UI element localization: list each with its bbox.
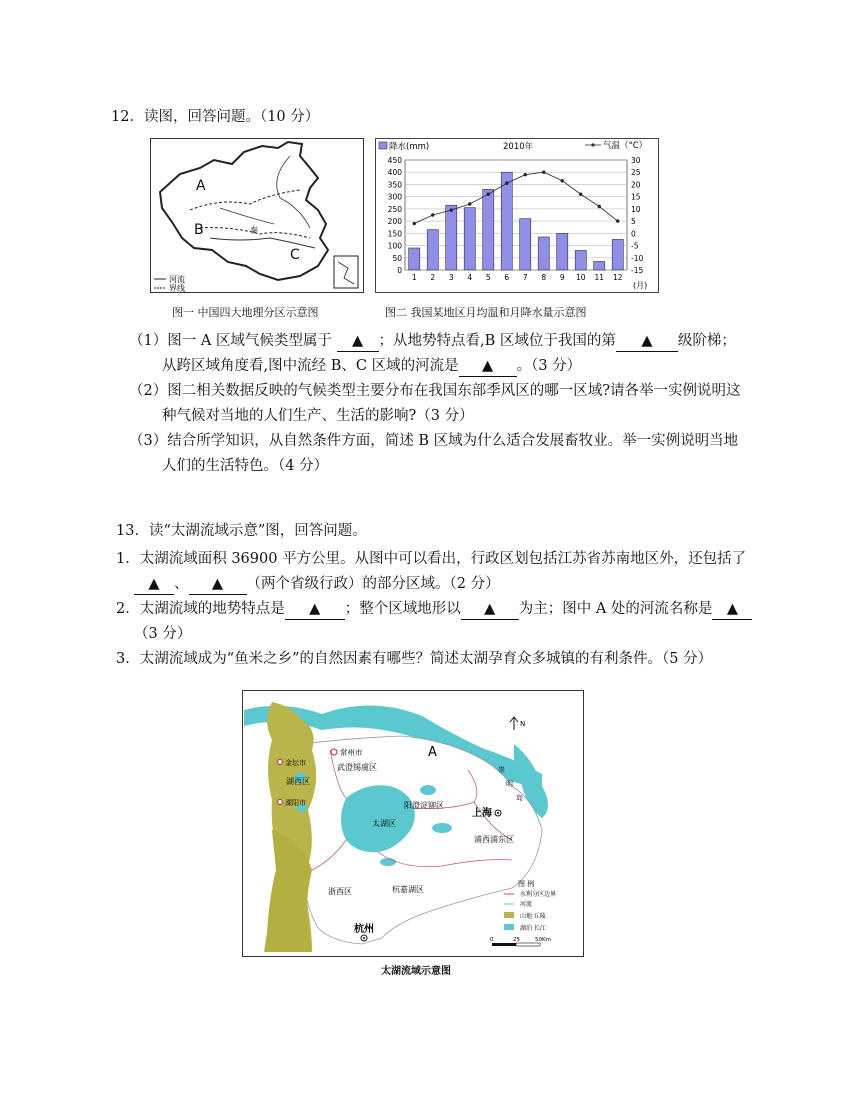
answer-blank-4[interactable]: ▲ (134, 574, 174, 595)
x-tick: 2 (430, 273, 436, 282)
temp-legend-dot (591, 143, 594, 146)
x-tick: 10 (575, 273, 586, 282)
q12-sub2-line2: 种气候对当地的人们生产、生活的影响?（3 分） (162, 408, 474, 424)
x-tick: 7 (522, 273, 528, 282)
temp-point (505, 182, 508, 185)
q12-sub3-line2: 人们的生活特色。（4 分） (162, 458, 329, 474)
temp-point (468, 202, 471, 205)
city-liyang: 溧阳市 (285, 799, 306, 807)
y-left-tick: 400 (387, 168, 402, 178)
precip-legend-swatch (379, 142, 387, 149)
scale-bar (492, 943, 516, 946)
y-left-tick: 150 (387, 229, 402, 239)
city-changzhou: 常州市 (340, 748, 363, 757)
china-regions-map (150, 138, 364, 293)
q12-sub1-text-b: ；从地势特点看,B 区域位于我国的第 (378, 333, 616, 349)
scale-0: 0 (490, 937, 494, 943)
city-shanghai: 上海 (472, 808, 492, 819)
precip-bar (409, 248, 420, 270)
y-right-tick: -10 (631, 253, 644, 263)
legend-river: 河流 (169, 275, 185, 284)
answer-blank-3[interactable]: ▲ (459, 356, 517, 377)
y-left-tick: 100 (387, 241, 402, 251)
q12-sub1-text-e: 。（3 分） (516, 358, 582, 374)
city-marker (278, 760, 283, 765)
city-hangzhou: 杭州 (354, 924, 374, 935)
precip-bar (575, 250, 586, 270)
precip-bar (520, 219, 531, 270)
fig1-caption: 图一 中国四大地理分区示意图 (172, 306, 319, 319)
y-right-tick: 30 (631, 156, 641, 165)
map-label-c: C (290, 247, 300, 263)
lake-small (432, 823, 452, 833)
city-marker (278, 800, 283, 805)
q13-item1-text-b: （两个省级行政）的部分区域。（2 分） (246, 576, 500, 592)
legend-boundary: 水利分区边界 (520, 891, 557, 898)
temp-legend: 气温（°C） (603, 141, 648, 151)
q13-item2-text-c: 为主；图中 A 处的河流名称是 (518, 601, 713, 617)
y-right-tick: 0 (631, 229, 636, 239)
y-left-tick: 250 (387, 204, 402, 214)
precip-bar (464, 208, 475, 270)
y-right-tick: 5 (631, 217, 636, 227)
taihu-map-caption: 太湖流域示意图 (381, 966, 451, 977)
q13-item2-text-a: 2．太湖流域的地势特点是 (116, 601, 285, 617)
q13-sep: 、 (174, 576, 189, 592)
island-char-3: 岛 (516, 794, 523, 802)
x-tick: 1 (411, 273, 417, 282)
precip-bar (538, 237, 549, 270)
temp-point (524, 173, 527, 176)
q13-item3: 3．太湖流域成为“鱼米之乡”的自然因素有哪些？简述太湖孕育众多城镇的有利条件。（5 分） (116, 651, 713, 667)
y-right-tick: 15 (631, 192, 641, 202)
lake-small (420, 785, 436, 795)
q13-item2-line1 (116, 599, 752, 620)
answer-blank-5[interactable]: ▲ (189, 574, 247, 595)
precip-bar (501, 172, 512, 270)
answer-blank-8[interactable]: ▲ (712, 599, 752, 620)
q13-item1-line2 (134, 574, 500, 595)
q12-title: 12．读图，回答问题。（10 分） (111, 109, 320, 125)
region-hangjiahu: 杭嘉湖区 (392, 885, 424, 894)
region-yangchengdianmao: 阳澄淀泖区 (404, 801, 444, 810)
q13-item1-line1: 1．太湖流域面积 36900 平方公里。从图中可以看出，行政区划包括江苏省苏南地区外，还包括了 (116, 551, 747, 567)
precip-bar (594, 261, 605, 270)
q12-sub1-line1 (129, 331, 736, 352)
fig2-caption: 图二 我国某地区月均温和月降水量示意图 (385, 306, 587, 319)
legend-river2: 河流 (520, 901, 533, 908)
legend-title: 图 例 (518, 880, 535, 888)
precip-bar (483, 189, 494, 270)
y-left-tick: 450 (387, 156, 402, 165)
precip-bar (557, 233, 568, 270)
q13-item2-line2: （3 分） (134, 626, 192, 642)
legend-lake: 湖泊 长江 (520, 925, 546, 932)
answer-blank-6[interactable]: ▲ (285, 599, 345, 620)
region-puxipudong: 浦西浦东区 (474, 835, 514, 844)
temp-point (542, 171, 545, 174)
climate-chart (375, 138, 659, 293)
temp-point (561, 179, 564, 182)
answer-blank-2[interactable]: ▲ (616, 331, 678, 352)
legend-hills-icon (504, 912, 514, 918)
precip-bar (612, 239, 623, 270)
region-huxi: 湖西区 (286, 777, 310, 786)
taihu-basin-map (242, 690, 584, 957)
y-right-tick: 10 (631, 204, 641, 214)
region-wuchengxiyu: 武澄锡虞区 (337, 763, 377, 772)
x-tick: 5 (485, 273, 491, 282)
temp-point (431, 213, 434, 216)
answer-blank-7[interactable]: ▲ (461, 599, 519, 620)
y-right-tick: -5 (631, 241, 639, 251)
chart-year: 2010年 (503, 142, 534, 152)
y-right-tick: 25 (631, 168, 641, 178)
x-tick: 4 (467, 273, 473, 282)
temp-point (598, 205, 601, 208)
precip-bar (446, 205, 457, 270)
north-label: N (520, 720, 526, 728)
region-zhexi: 浙西区 (328, 887, 352, 896)
temp-point (616, 219, 619, 222)
y-right-tick: 20 (631, 180, 641, 190)
city-jintan: 金坛市 (285, 759, 306, 767)
island-char-1: 崇 (498, 766, 505, 774)
y-left-tick: 0 (397, 266, 402, 275)
scale-50: 50Km (535, 937, 551, 943)
y-right-tick: -15 (631, 266, 644, 275)
q13-item2-text-b: ；整个区域地形以 (344, 601, 461, 617)
q13-title: 13．读“太湖流域示意”图，回答问题。 (116, 523, 367, 539)
x-tick: 11 (594, 273, 605, 282)
q12-sub1-text-a: （1）图一 A 区域气候类型属于 (129, 333, 337, 349)
legend-lake-icon (504, 924, 514, 930)
precip-bar (427, 230, 438, 270)
y-left-tick: 50 (392, 253, 402, 263)
answer-blank-1[interactable]: ▲ (337, 331, 379, 352)
temp-point (450, 208, 453, 211)
temp-point (579, 193, 582, 196)
y-left-tick: 200 (387, 217, 402, 227)
legend-border: 界线 (169, 284, 185, 293)
map-label-b: B (194, 222, 204, 238)
lake-small (380, 858, 396, 866)
scale-25: 25 (513, 937, 520, 943)
region-taihu: 太湖区 (372, 819, 396, 828)
temp-point (413, 222, 416, 225)
q12-sub1-text-c: 级阶梯； (677, 333, 736, 349)
y-left-tick: 350 (387, 180, 402, 190)
x-tick: 9 (559, 273, 565, 282)
precip-legend: 降水(mm) (389, 142, 430, 152)
q12-sub1-text-d: 从跨区域角度看,图中流经 B、C 区域的河流是 (162, 358, 459, 374)
x-tick: 12 (612, 273, 623, 282)
map-label-a: A (196, 178, 206, 194)
month-unit: (月) (633, 281, 648, 290)
legend-hills: 山地 丘陵 (520, 913, 546, 920)
island-char-2: 明 (506, 780, 513, 788)
map-label-a-river: A (428, 745, 437, 760)
x-tick: 8 (541, 273, 547, 282)
y-left-tick: 300 (387, 192, 402, 202)
q12-sub1-line2 (162, 356, 581, 377)
map-label-small: 秦 (250, 226, 258, 235)
q12-sub2-line1: （2）图二相关数据反映的气候类型主要分布在我国东部季风区的哪一区域?请各举一实例说明这 (129, 383, 741, 399)
x-tick: 6 (504, 273, 510, 282)
x-tick: 3 (448, 273, 454, 282)
city-marker (331, 749, 337, 755)
temp-point (487, 193, 490, 196)
q12-sub3-line1: （3）结合所学知识，从自然条件方面，简述 B 区域为什么适合发展畜牧业。举一实例说明当地 (129, 433, 739, 449)
